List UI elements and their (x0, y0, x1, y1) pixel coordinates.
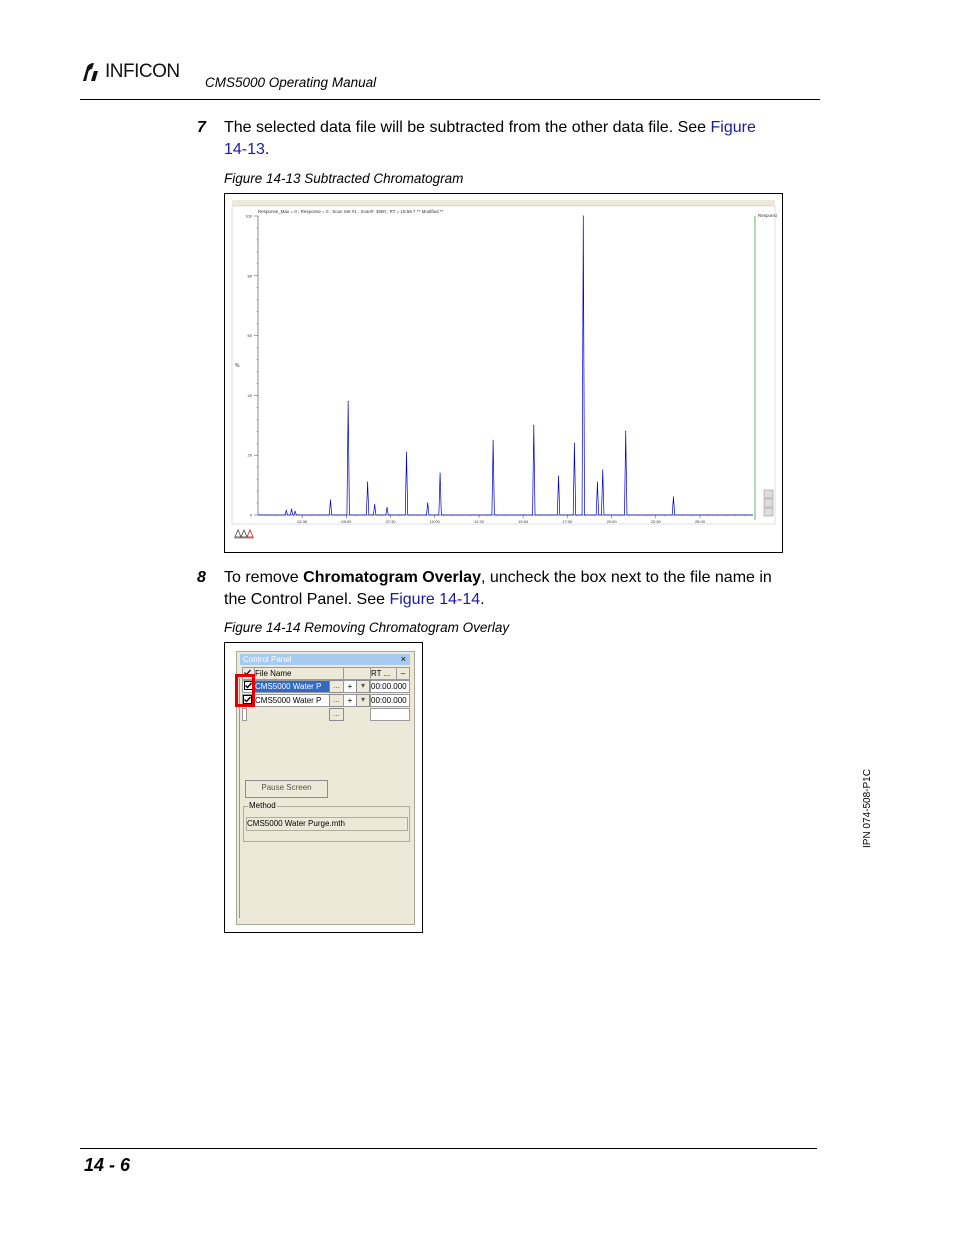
row-2-browse-button[interactable]: ... (329, 694, 344, 707)
manual-title: CMS5000 Operating Manual (205, 75, 377, 90)
minimize-icon[interactable]: – (396, 667, 410, 680)
peak-apex (387, 507, 388, 508)
header-rule (80, 99, 820, 100)
chromatogram-overlay-term: Chromatogram Overlay (303, 569, 481, 586)
y-tick-label: 0 (249, 512, 252, 518)
y-tick-label: 40 (247, 392, 252, 398)
step-8-number: 8 (197, 569, 206, 586)
column-header-file-name[interactable]: File Name (254, 667, 344, 680)
row-1-rt-value[interactable]: 00:00.000 (370, 680, 410, 693)
x-tick-label: 25:00 (694, 519, 705, 524)
peak-apex (286, 510, 287, 511)
close-icon[interactable]: × (400, 654, 406, 664)
zoom-reset-button[interactable] (764, 508, 773, 516)
y-axis-unit: % (235, 363, 240, 369)
panel-left-border (239, 678, 240, 918)
peak-apex (583, 216, 584, 217)
figure-14-13-link-cont[interactable]: 14-13 (224, 141, 265, 158)
x-tick-label: 12:30 (473, 519, 484, 524)
control-panel (236, 651, 415, 925)
plot-header-text: Response_Max = 0 ; Response = 0 ; Scan Set #1 ; Scan#: 3900 ; RT = 19:59.7 ** Modified ** (258, 209, 444, 214)
x-tick-label: 22:30 (650, 519, 661, 524)
peak-apex (625, 431, 626, 432)
zoom-in-button[interactable] (764, 490, 773, 498)
step-8-post: , uncheck the box next to the file name in (480, 569, 772, 586)
column-header-rt[interactable]: RT ... (370, 667, 397, 680)
pause-screen-button[interactable]: Pause Screen (245, 780, 328, 798)
inficon-logo-icon (80, 61, 102, 83)
row-1-browse-button[interactable]: ... (329, 680, 344, 693)
peak-apex (330, 500, 331, 501)
row-3-checkbox-stub (242, 708, 247, 721)
y-tick-label: 60 (247, 333, 252, 339)
peak-apex (558, 476, 559, 477)
row-3-rt-value[interactable] (370, 708, 410, 721)
x-tick-label: 02:30 (297, 519, 308, 524)
peak-apex (374, 504, 375, 505)
method-field[interactable]: CMS5000 Water Purge.mth (246, 817, 408, 831)
step-7-text (224, 117, 814, 161)
figure-14-13-link[interactable]: Figure (710, 119, 756, 136)
chromatogram-chart (225, 194, 782, 552)
peak-apex (602, 470, 603, 471)
figure-14-14-link[interactable]: Figure 14-14 (389, 591, 481, 608)
peak-apex (406, 452, 407, 453)
peak-apex (597, 482, 598, 483)
step-8-pre: To remove (224, 569, 304, 586)
method-label: Method (249, 801, 276, 810)
row-1-file-name[interactable]: CMS5000 Water P (254, 680, 330, 693)
chart-toolbar-strip (232, 200, 775, 206)
row-2-rt-value[interactable]: 00:00.000 (370, 694, 410, 707)
row-2-file-name[interactable]: CMS5000 Water P (254, 694, 330, 707)
y-tick-label: 100 (245, 213, 252, 219)
x-tick-label: 05:00 (341, 519, 352, 524)
x-tick-label: 20:00 (606, 519, 617, 524)
step-8-text (224, 567, 819, 611)
x-tick-label: 17:30 (562, 519, 573, 524)
x-tick-label: 07:30 (385, 519, 396, 524)
peak-apex (574, 443, 575, 444)
right-response-label: Responsi (758, 213, 777, 218)
x-tick-label: 15:00 (518, 519, 529, 524)
row-2-dropdown-icon[interactable]: ▾ (356, 694, 370, 707)
peak-apex (440, 473, 441, 474)
chromatogram-figure (224, 193, 783, 553)
inficon-logo (80, 60, 180, 84)
column-header-spacer (343, 667, 371, 680)
peak-apex (427, 503, 428, 504)
row-3-browse-button[interactable]: ... (329, 708, 344, 721)
row-2-operator[interactable]: + (343, 694, 357, 707)
y-tick-label: 20 (247, 452, 252, 458)
figure-14-13-caption: Figure 14-13 Subtracted Chromatogram (224, 171, 464, 186)
step-8-line2: the Control Panel. See (224, 591, 390, 608)
x-tick-label: 10:00 (429, 519, 440, 524)
step-7-body: The selected data file will be subtracted from the other data file. See (224, 119, 711, 136)
peak-apex (291, 509, 292, 510)
step-7-tail: . (264, 141, 270, 158)
peak-apex (493, 440, 494, 441)
peak-apex (348, 401, 349, 402)
peak-apex (533, 425, 534, 426)
footer-rule (80, 1148, 817, 1149)
logo-text: INFICON (105, 61, 180, 82)
peak-apex (295, 511, 296, 512)
control-panel-title: Control Panel (243, 655, 292, 664)
step-8-tail: . (480, 591, 485, 608)
page-number: 14 - 6 (84, 1155, 131, 1175)
row-1-dropdown-icon[interactable]: ▾ (356, 680, 370, 693)
row-1-operator[interactable]: + (343, 680, 357, 693)
control-panel-titlebar (240, 654, 410, 665)
checkbox-highlight-box (235, 674, 255, 707)
peak-apex (367, 482, 368, 483)
chart-area (232, 206, 775, 524)
figure-14-14-caption: Figure 14-14 Removing Chromatogram Overlay (224, 620, 510, 635)
peak-apex (673, 497, 674, 498)
step-7-number: 7 (197, 119, 206, 136)
zoom-out-button[interactable] (764, 499, 773, 507)
y-tick-label: 80 (247, 273, 252, 279)
peak-tool-icons[interactable] (234, 530, 254, 538)
ipn-number: IPN 074-508-P1C (862, 769, 873, 848)
